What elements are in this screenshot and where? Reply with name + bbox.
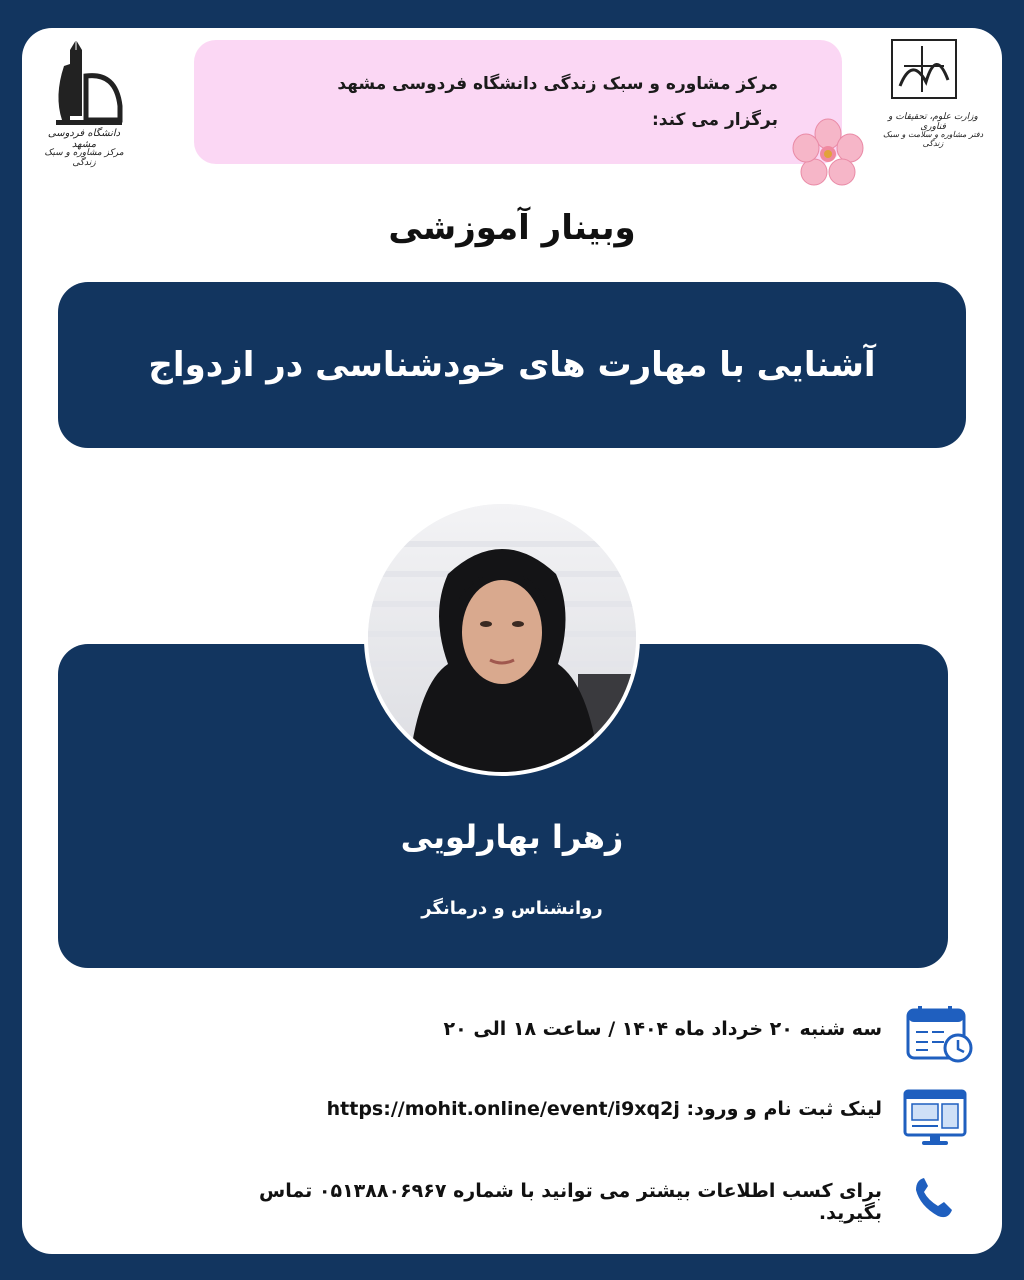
registration-row — [192, 1098, 882, 1120]
speaker-name: زهرا بهارلویی — [400, 818, 624, 856]
topic-box — [58, 282, 966, 448]
flower-decoration — [792, 118, 864, 186]
calendar-icon — [904, 1006, 976, 1064]
webinar-topic: آشنایی با مهارت های خودشناسی در ازدواج — [148, 345, 876, 385]
poster-card — [22, 28, 1002, 1254]
organizer-hosts: برگزار می کند: — [651, 110, 778, 130]
web-registration-icon — [902, 1088, 968, 1148]
ferdowsi-university-logo — [36, 36, 132, 168]
webinar-type-title: وبینار آموزشی — [388, 208, 636, 248]
speaker-photo — [364, 500, 640, 776]
contact-info: برای کسب اطلاعات بیشتر می توانید با شماره ۰۵۱۳۸۸۰۶۹۶۷ تماس بگیرید. — [259, 1180, 882, 1224]
organizer-box — [194, 40, 842, 164]
speaker-role: روانشناس و درمانگر — [421, 898, 603, 919]
left-logo-caption-1: دانشگاه فردوسی مشهد — [47, 128, 121, 150]
phone-icon — [912, 1174, 956, 1220]
registration-label: لینک ثبت نام و ورود: — [686, 1098, 882, 1120]
organizer-name: مرکز مشاوره و سبک زندگی دانشگاه فردوسی مشهد — [337, 73, 778, 94]
right-logo-caption-2: دفتر مشاوره و سلامت و سبک زندگی — [882, 130, 984, 148]
event-datetime: سه شنبه ۲۰ خرداد ماه ۱۴۰۴ / ساعت ۱۸ الی ۲۰ — [443, 1018, 882, 1040]
left-logo-caption-2: مرکز مشاوره و سبک زندگی — [44, 148, 124, 168]
ministry-logo — [882, 36, 984, 146]
registration-link[interactable]: https://mohit.online/event/i9xq2j — [326, 1098, 680, 1120]
right-logo-caption-1: وزارت علوم، تحقیقات و فناوری — [888, 112, 978, 132]
